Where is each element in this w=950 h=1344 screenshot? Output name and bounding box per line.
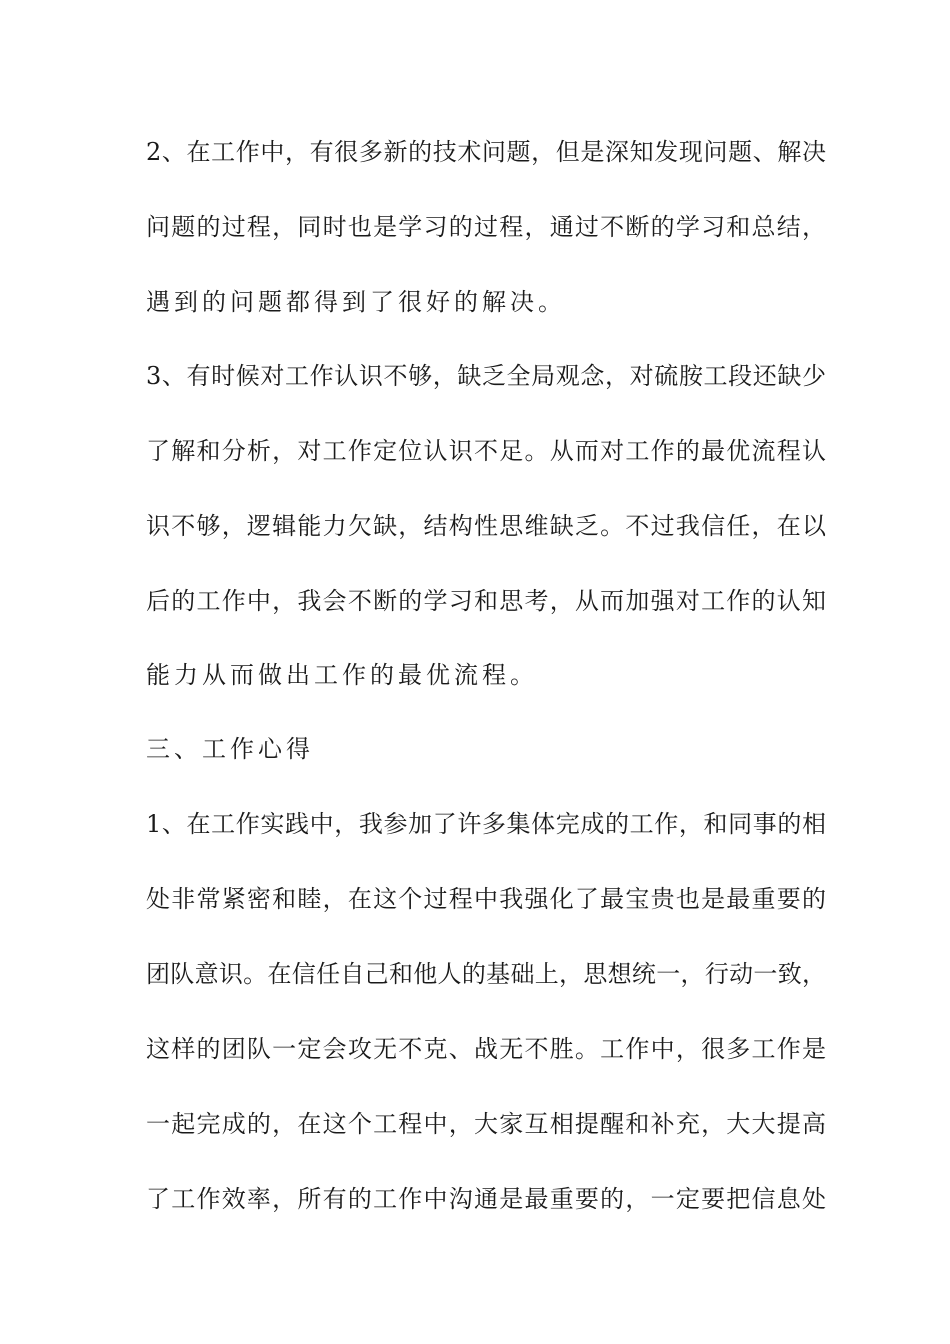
paragraph-4-line-2: 处非常紧密和睦，在这个过程中我强化了最宝贵也是最重要的 [146, 885, 826, 913]
paragraph-3-line-2: 了解和分析，对工作定位认识不足。从而对工作的最优流程认 [146, 437, 826, 465]
paragraph-2-line-2: 问题的过程，同时也是学习的过程，通过不断的学习和总结， [146, 213, 826, 241]
paragraph-4-line-1: 1、在工作实践中，我参加了许多集体完成的工作，和同事的相 [146, 810, 826, 838]
paragraph-4-line-4: 这样的团队一定会攻无不克、战无不胜。工作中，很多工作是 [146, 1035, 826, 1063]
paragraph-3-line-5: 能力从而做出工作的最优流程。 [146, 661, 538, 689]
section-heading-work-experience: 三、工作心得 [146, 735, 314, 763]
paragraph-3-line-4: 后的工作中，我会不断的学习和思考，从而加强对工作的认知 [146, 587, 826, 615]
paragraph-4-line-5: 一起完成的，在这个工程中，大家互相提醒和补充，大大提高 [146, 1110, 826, 1138]
paragraph-4-line-6: 了工作效率，所有的工作中沟通是最重要的，一定要把信息处 [146, 1185, 826, 1213]
paragraph-2-line-1: 2、在工作中，有很多新的技术问题，但是深知发现问题、解决 [146, 138, 826, 166]
paragraph-3-line-1: 3、有时候对工作认识不够，缺乏全局观念，对硫胺工段还缺少 [146, 362, 826, 390]
paragraph-3-line-3: 识不够，逻辑能力欠缺，结构性思维缺乏。不过我信任，在以 [146, 512, 826, 540]
paragraph-4-line-3: 团队意识。在信任自己和他人的基础上，思想统一，行动一致， [146, 960, 826, 988]
paragraph-2-line-3: 遇到的问题都得到了很好的解决。 [146, 288, 566, 316]
